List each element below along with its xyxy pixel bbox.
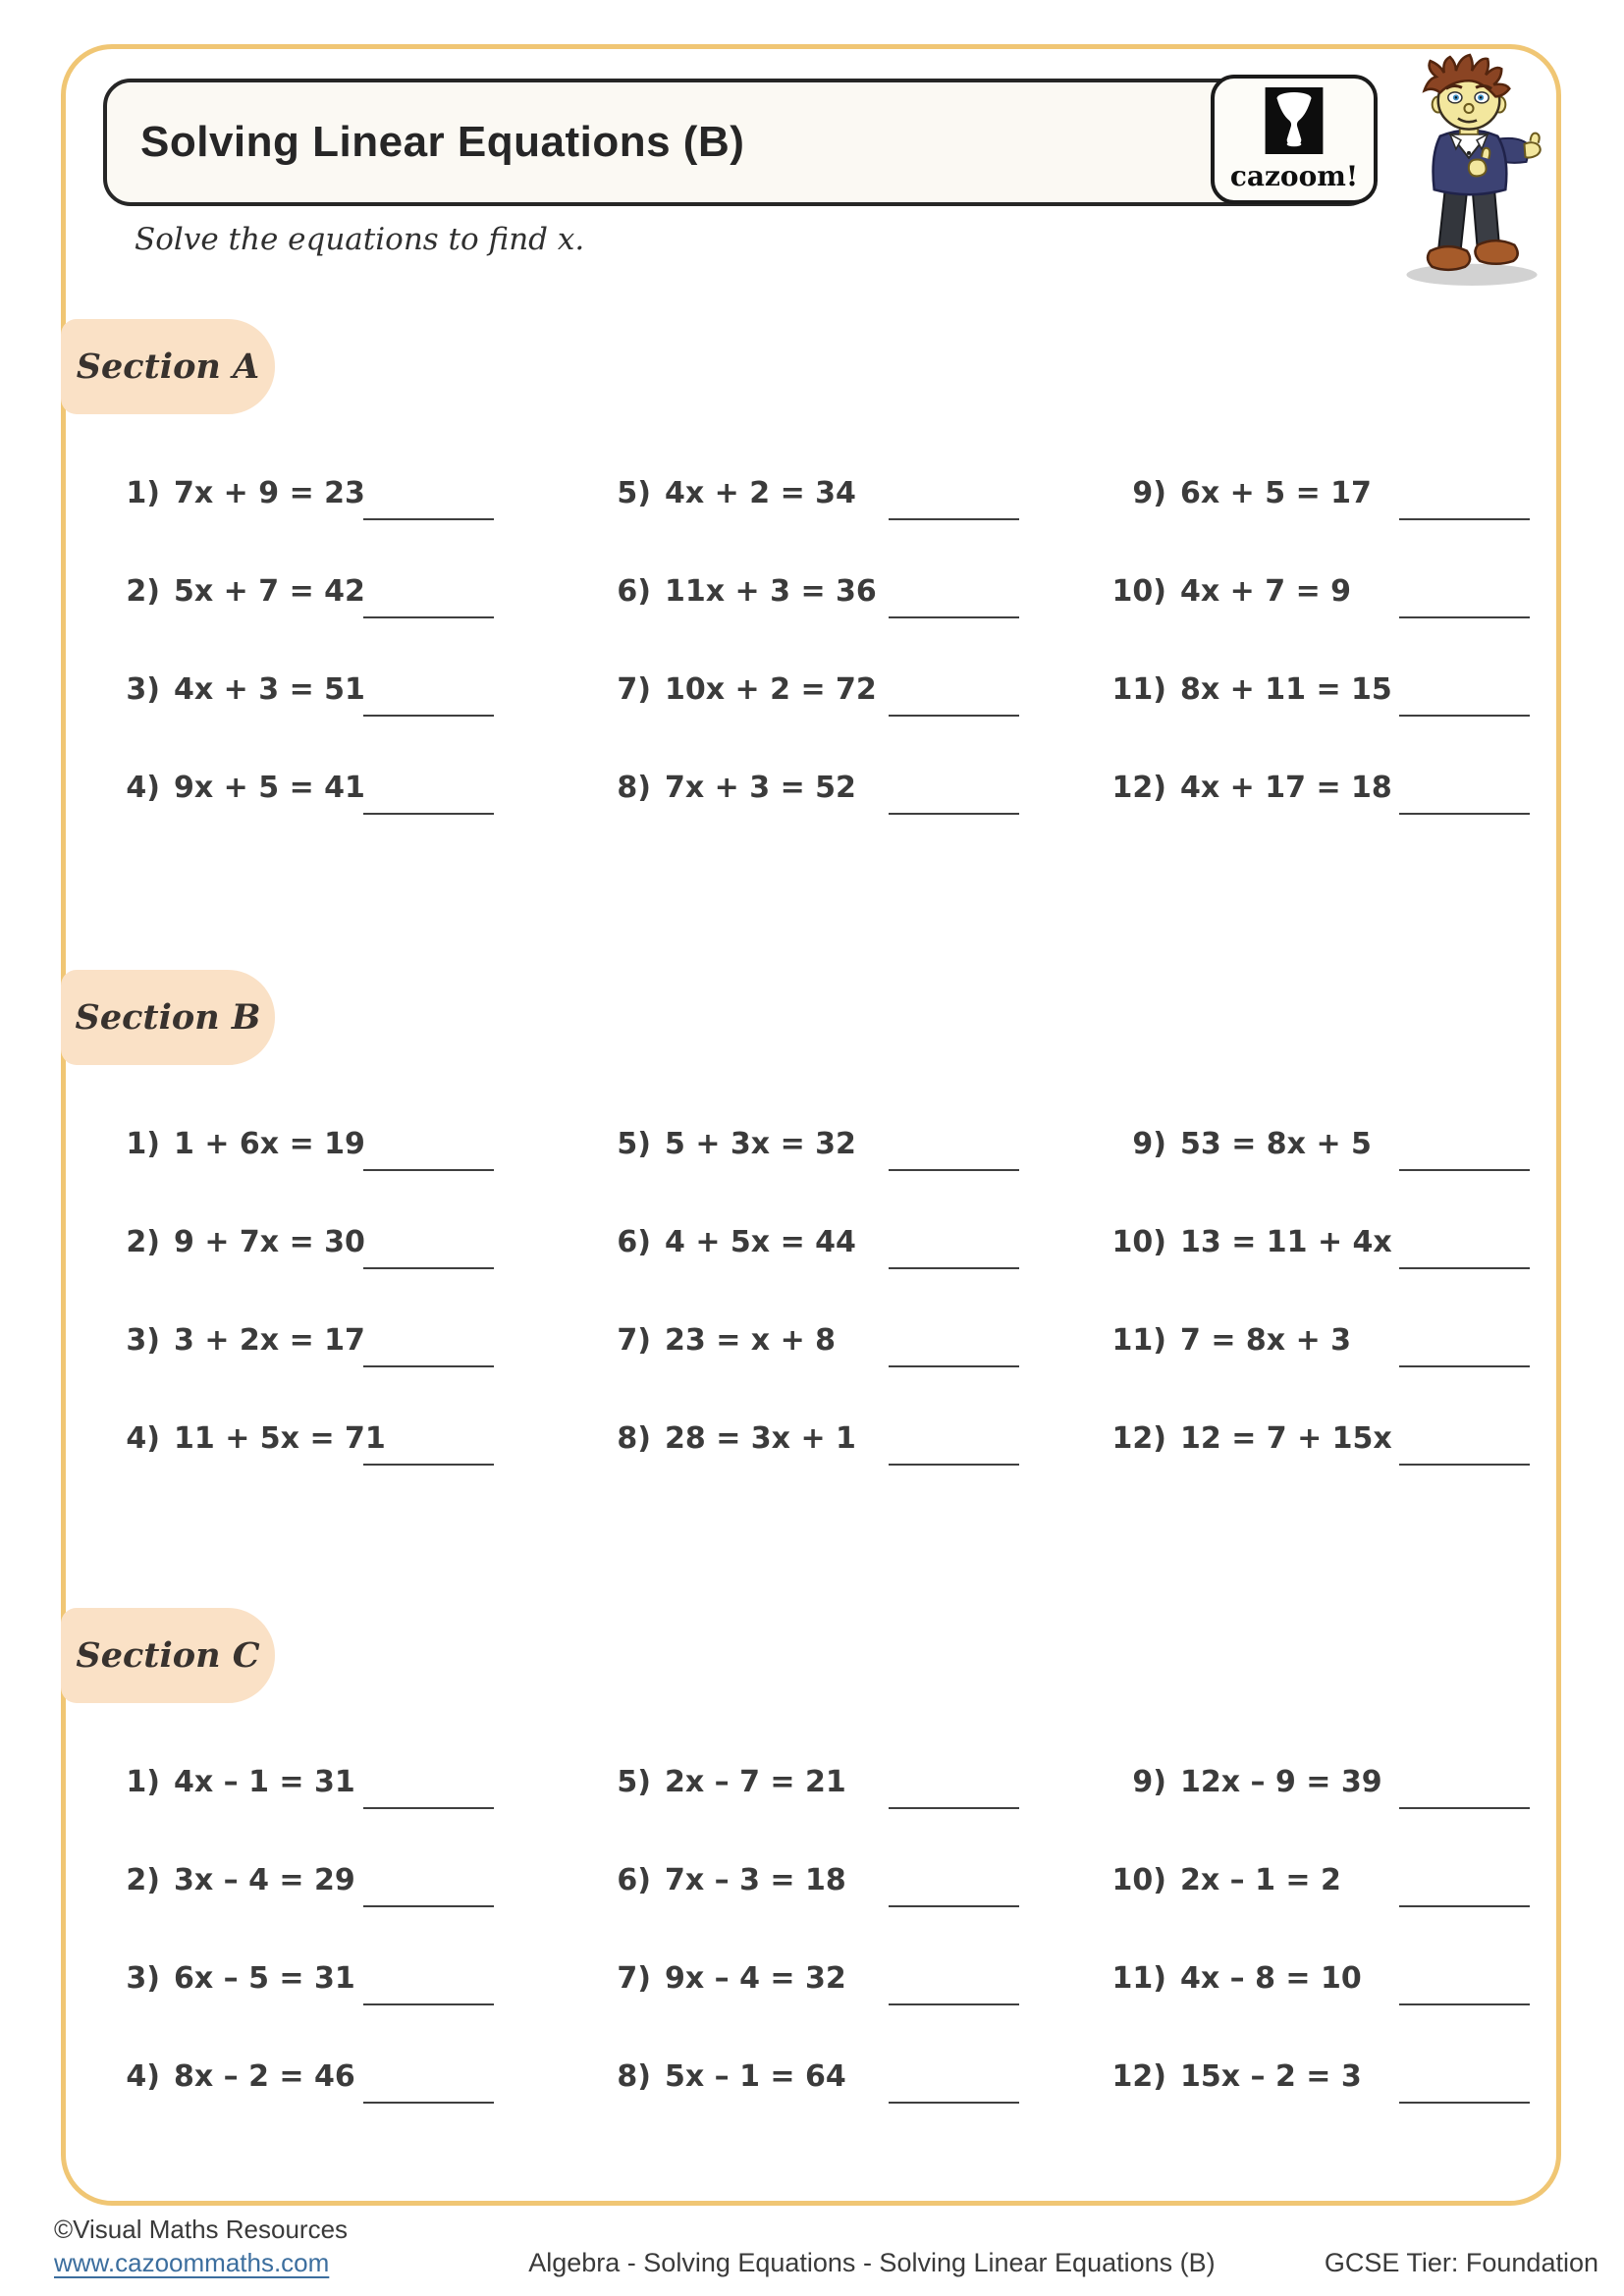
- page-border-frame: [61, 44, 1561, 2206]
- equation: 3 + 2x = 17: [174, 1322, 365, 1358]
- equation: 53 = 8x + 5: [1180, 1126, 1372, 1161]
- problem: [103, 542, 594, 640]
- problem-number: 11): [1111, 1960, 1166, 1996]
- answer-line[interactable]: [889, 1267, 1019, 1269]
- problem-number: 5): [617, 1764, 651, 1799]
- problem: [103, 1389, 594, 1487]
- problem-number: 9): [1132, 1764, 1166, 1799]
- problem: [594, 1831, 1110, 1929]
- problem: [594, 1291, 1110, 1389]
- equation: 2x – 1 = 2: [1180, 1862, 1341, 1897]
- answer-line[interactable]: [363, 1365, 494, 1367]
- problem-number: 2): [126, 1862, 160, 1897]
- problem-number: 11): [1111, 1322, 1166, 1358]
- answer-line[interactable]: [889, 1169, 1019, 1171]
- equation: 2x – 7 = 21: [665, 1764, 846, 1799]
- problem-number: 4): [126, 770, 160, 805]
- problem: [1110, 542, 1542, 640]
- answer-line[interactable]: [1399, 715, 1530, 717]
- problem-number: 7): [617, 671, 651, 707]
- answer-line[interactable]: [363, 1905, 494, 1907]
- answer-line[interactable]: [1399, 1365, 1530, 1367]
- equation: 4x + 2 = 34: [665, 475, 856, 510]
- answer-line[interactable]: [889, 1807, 1019, 1809]
- problem-number: 3): [126, 671, 160, 707]
- equation: 3x – 4 = 29: [174, 1862, 355, 1897]
- problem: [103, 1291, 594, 1389]
- answer-line[interactable]: [1399, 1905, 1530, 1907]
- problem-number: 12): [1111, 770, 1166, 805]
- problem: [1110, 1193, 1542, 1291]
- problem-number: 9): [1132, 1126, 1166, 1161]
- equation: 13 = 11 + 4x: [1180, 1224, 1392, 1259]
- problem-number: 1): [126, 475, 160, 510]
- page-title: Solving Linear Equations (B): [140, 118, 745, 166]
- problem-number: 9): [1132, 475, 1166, 510]
- problem-number: 10): [1111, 573, 1166, 609]
- problem-number: 5): [617, 475, 651, 510]
- section-tab: [61, 1608, 275, 1703]
- problem: [1110, 1831, 1542, 1929]
- equation: 15x – 2 = 3: [1180, 2058, 1362, 2094]
- problem: [594, 2027, 1110, 2125]
- problem-number: 2): [126, 573, 160, 609]
- equation: 4 + 5x = 44: [665, 1224, 856, 1259]
- answer-line[interactable]: [363, 813, 494, 815]
- equation: 5x + 7 = 42: [174, 573, 365, 609]
- worksheet-section: [66, 1608, 1550, 2125]
- answer-line[interactable]: [1399, 2003, 1530, 2005]
- equation: 5x – 1 = 64: [665, 2058, 846, 2094]
- answer-line[interactable]: [889, 715, 1019, 717]
- problem: [1110, 1095, 1542, 1193]
- problem: [1110, 2027, 1542, 2125]
- answer-line[interactable]: [889, 2003, 1019, 2005]
- answer-line[interactable]: [889, 1365, 1019, 1367]
- problem: [1110, 1389, 1542, 1487]
- equation: 5 + 3x = 32: [665, 1126, 856, 1161]
- answer-line[interactable]: [363, 1464, 494, 1466]
- equation: 4x + 17 = 18: [1180, 770, 1392, 805]
- footer-credit: [54, 2214, 419, 2280]
- answer-line[interactable]: [889, 518, 1019, 520]
- equation: 1 + 6x = 19: [174, 1126, 365, 1161]
- mascot-character: [1394, 53, 1545, 289]
- problem-number: 8): [617, 1420, 651, 1456]
- problem: [103, 2027, 594, 2125]
- problem: [103, 444, 594, 542]
- page-footer: [54, 2214, 1598, 2280]
- problem: [594, 1929, 1110, 2027]
- equation: 28 = 3x + 1: [665, 1420, 856, 1456]
- problem: [1110, 1291, 1542, 1389]
- problem: [103, 738, 594, 836]
- problem-number: 8): [617, 2058, 651, 2094]
- problem: [1110, 444, 1542, 542]
- worksheet-section: [66, 319, 1550, 836]
- copyright-text: ©Visual Maths Resources: [54, 2215, 349, 2244]
- answer-line[interactable]: [363, 616, 494, 618]
- problem-number: 8): [617, 770, 651, 805]
- answer-line[interactable]: [1399, 518, 1530, 520]
- equation: 12x – 9 = 39: [1180, 1764, 1382, 1799]
- equation: 4x – 8 = 10: [1180, 1960, 1362, 1996]
- problem-number: 6): [617, 573, 651, 609]
- equation: 12 = 7 + 15x: [1180, 1420, 1392, 1456]
- answer-line[interactable]: [889, 813, 1019, 815]
- equation: 6x + 5 = 17: [1180, 475, 1372, 510]
- answer-line[interactable]: [363, 1169, 494, 1171]
- answer-line[interactable]: [363, 1267, 494, 1269]
- answer-line[interactable]: [889, 2102, 1019, 2104]
- equation: 8x – 2 = 46: [174, 2058, 355, 2094]
- problem: [1110, 738, 1542, 836]
- answer-line[interactable]: [1399, 813, 1530, 815]
- problem-number: 12): [1111, 1420, 1166, 1456]
- breadcrumb: Algebra - Solving Equations - Solving Linear Equations (B): [528, 2247, 1216, 2277]
- section-tab: [61, 319, 275, 414]
- section-label: Section C: [76, 1635, 260, 1676]
- answer-line[interactable]: [889, 1464, 1019, 1466]
- equation: 7x + 9 = 23: [174, 475, 365, 510]
- problem-number: 1): [126, 1764, 160, 1799]
- equation: 7x – 3 = 18: [665, 1862, 846, 1897]
- equation: 9 + 7x = 30: [174, 1224, 365, 1259]
- answer-line[interactable]: [363, 1807, 494, 1809]
- section-tab: [61, 970, 275, 1065]
- problem-grid: [103, 1095, 1550, 1487]
- answer-line[interactable]: [363, 715, 494, 717]
- problem: [103, 1095, 594, 1193]
- equation: 4x – 1 = 31: [174, 1764, 355, 1799]
- problem: [594, 738, 1110, 836]
- equation: 4x + 7 = 9: [1180, 573, 1352, 609]
- answer-line[interactable]: [889, 616, 1019, 618]
- problem-number: 2): [126, 1224, 160, 1259]
- answer-line[interactable]: [363, 518, 494, 520]
- answer-line[interactable]: [363, 2003, 494, 2005]
- problem: [594, 640, 1110, 738]
- problem-number: 12): [1111, 2058, 1166, 2094]
- problem-number: 3): [126, 1322, 160, 1358]
- problem: [594, 1095, 1110, 1193]
- problem-number: 5): [617, 1126, 651, 1161]
- equation: 6x – 5 = 31: [174, 1960, 355, 1996]
- equation: 11 + 5x = 71: [174, 1420, 386, 1456]
- problem: [594, 444, 1110, 542]
- logo-text: cazoom!: [1229, 159, 1359, 192]
- problem: [1110, 640, 1542, 738]
- problem-number: 10): [1111, 1862, 1166, 1897]
- answer-line[interactable]: [363, 2102, 494, 2104]
- equation: 4x + 3 = 51: [174, 671, 365, 707]
- problem-grid: [103, 444, 1550, 836]
- equation: 8x + 11 = 15: [1180, 671, 1392, 707]
- problem-number: 1): [126, 1126, 160, 1161]
- instruction-text: Solve the equations to find x.: [135, 222, 585, 257]
- problem: [103, 1733, 594, 1831]
- answer-line[interactable]: [1399, 616, 1530, 618]
- equation: 9x + 5 = 41: [174, 770, 365, 805]
- problem-number: 3): [126, 1960, 160, 1996]
- tier-label: GCSE Tier: Foundation: [1324, 2247, 1598, 2277]
- problem-number: 11): [1111, 671, 1166, 707]
- equation: 11x + 3 = 36: [665, 573, 877, 609]
- problem-number: 7): [617, 1960, 651, 1996]
- answer-line[interactable]: [1399, 1267, 1530, 1269]
- answer-line[interactable]: [1399, 1807, 1530, 1809]
- cazoom-logo: [1211, 75, 1378, 204]
- title-box: [103, 79, 1376, 206]
- problem-number: 4): [126, 2058, 160, 2094]
- drum-icon: [1265, 87, 1324, 159]
- equation: 10x + 2 = 72: [665, 671, 877, 707]
- problem: [103, 1831, 594, 1929]
- problem-number: 6): [617, 1862, 651, 1897]
- answer-line[interactable]: [1399, 2102, 1530, 2104]
- problem: [103, 640, 594, 738]
- equation: 7x + 3 = 52: [665, 770, 856, 805]
- problem: [103, 1929, 594, 2027]
- problem: [1110, 1929, 1542, 2027]
- worksheet-section: [66, 970, 1550, 1487]
- website-link[interactable]: www.cazoommaths.com: [54, 2247, 330, 2277]
- problem: [594, 1193, 1110, 1291]
- problem: [103, 1193, 594, 1291]
- answer-line[interactable]: [1399, 1169, 1530, 1171]
- problem-number: 10): [1111, 1224, 1166, 1259]
- equation: 23 = x + 8: [665, 1322, 837, 1358]
- section-label: Section A: [76, 347, 260, 387]
- problem: [1110, 1733, 1542, 1831]
- problem-number: 6): [617, 1224, 651, 1259]
- problem-grid: [103, 1733, 1550, 2125]
- equation: 7 = 8x + 3: [1180, 1322, 1352, 1358]
- answer-line[interactable]: [1399, 1464, 1530, 1466]
- problem-number: 4): [126, 1420, 160, 1456]
- problem: [594, 542, 1110, 640]
- answer-line[interactable]: [889, 1905, 1019, 1907]
- problem: [594, 1389, 1110, 1487]
- problem: [594, 1733, 1110, 1831]
- problem-number: 7): [617, 1322, 651, 1358]
- section-label: Section B: [75, 997, 261, 1038]
- equation: 9x – 4 = 32: [665, 1960, 846, 1996]
